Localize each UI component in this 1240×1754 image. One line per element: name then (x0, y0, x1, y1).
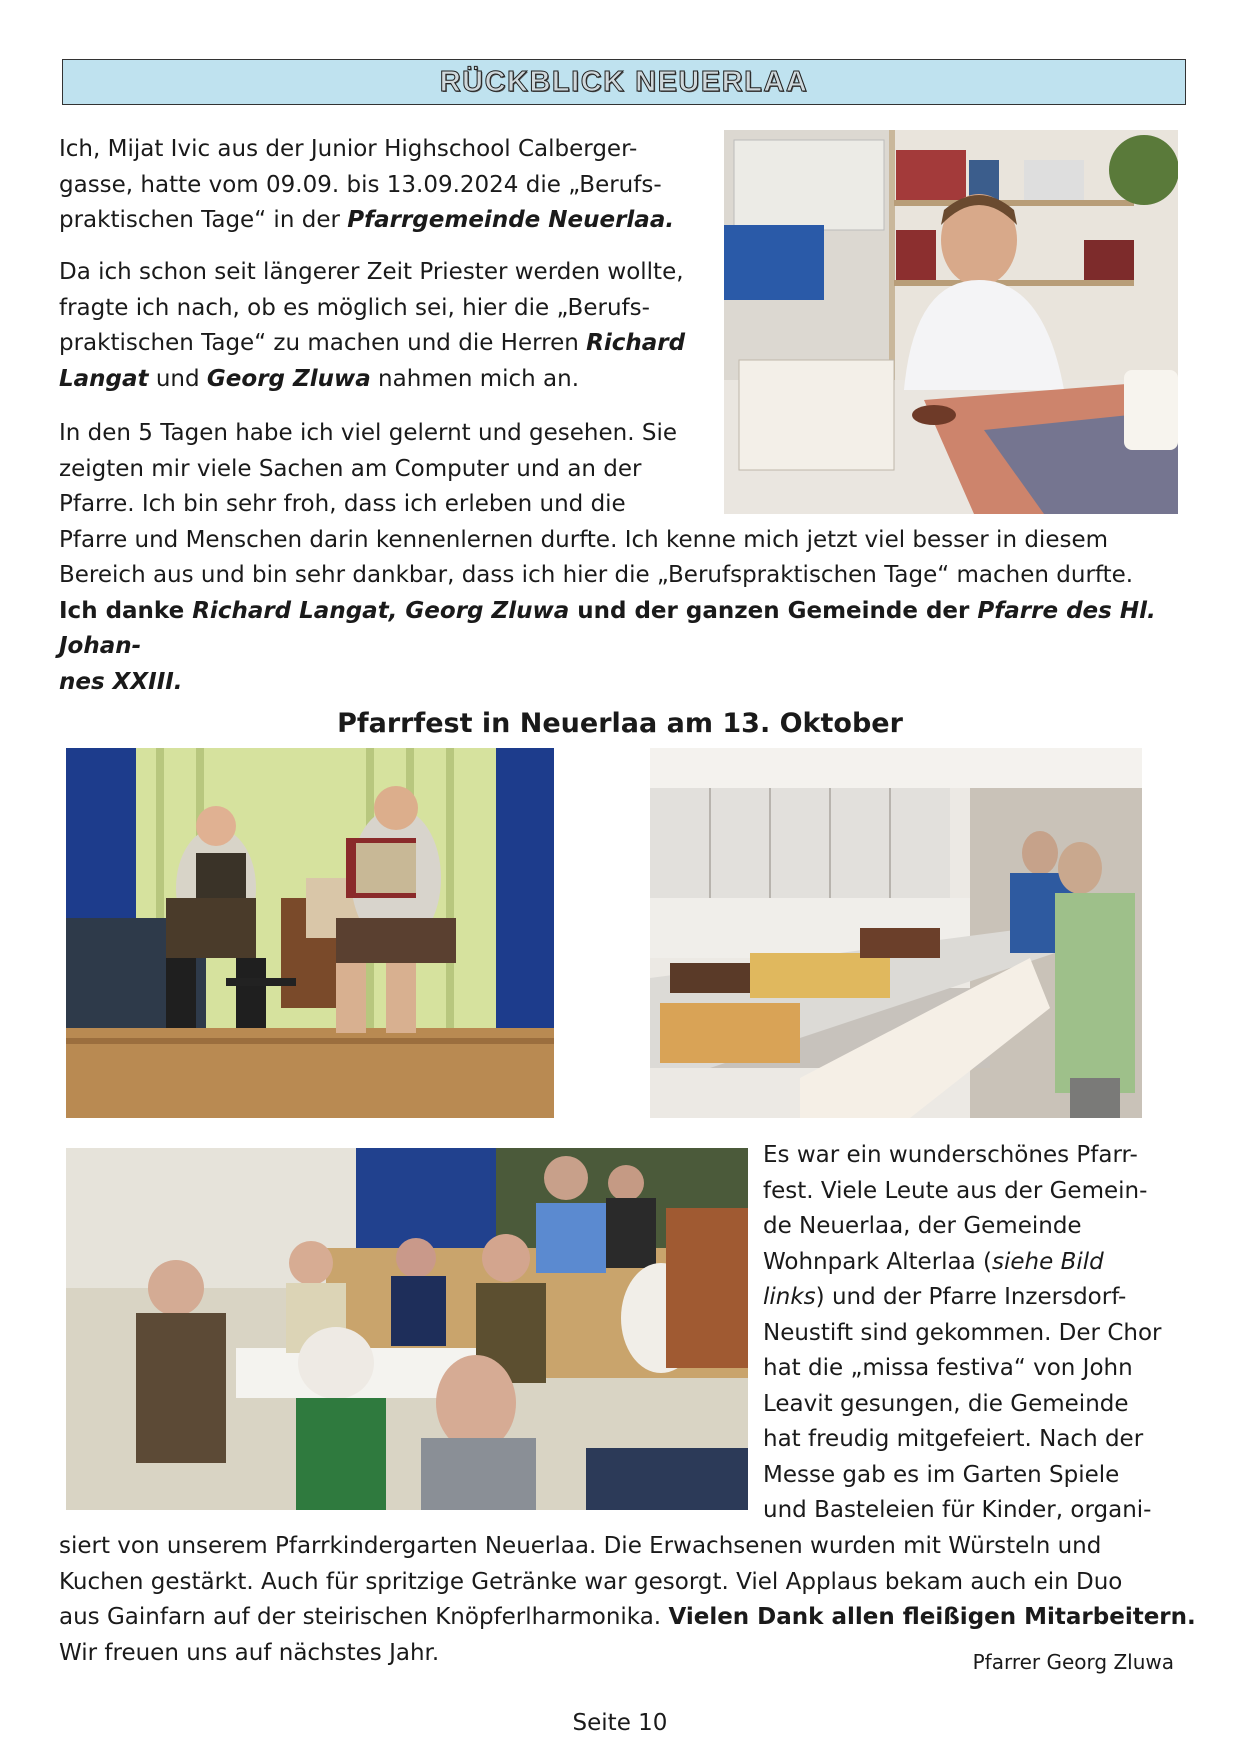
pfarrfest-paragraph-full: siert von unserem Pfarrkindergarten Neuerlaa. Die Erwachsenen wurden mit Würsteln und Kuchen gestärkt. Auch für spritzige Getränke war gesorgt. Viel Applaus bekam auch ein Duo aus Gainfarn auf der steirischen Knöpferlharmonika. Vielen Dank allen fleißigen Mitarbeitern. Wir freuen uns auf nächstes Jahr. (59, 1533, 1196, 1666)
page-number: Seite 10 (572, 1710, 668, 1736)
page-title: RÜCKBLICK NEUERLAA (439, 65, 809, 98)
section-title: Pfarrfest in Neuerlaa am 13. Oktober (337, 708, 903, 739)
student-photo (724, 130, 1178, 514)
intro-paragraph: Ich, Mijat Ivic aus der Junior Highschool Calberger- gasse, hatte vom 09.09. bis 13.09.2024 die „Berufs- praktischen Tage“ in der Pfarrgemeinde Neuerlaa. (59, 136, 675, 233)
thanks-paragraph: In den 5 Tagen habe ich viel gelernt und gesehen. Sie zeigten mir viele Sachen am Computer und an der Pfarre. Ich bin sehr froh, dass ich erleben und die Pfarre und Menschen darin kennenlernen durfte. Ich kenne mich jetzt viel besser in diesem Bereich aus und bin sehr dankbar, dass ich hier die „Berufspraktischen Tage“ machen durfte. Ich danke Richard Langat, Georg Zluwa und der ganzen Gemeinde der Pfarre des Hl. Johan- nes XXIII. (59, 420, 1156, 695)
guests-photo (66, 1148, 748, 1510)
page-header (62, 59, 1186, 105)
accordion-duo-photo (66, 748, 554, 1118)
motivation-paragraph: Da ich schon seit längerer Zeit Priester werden wollte, fragte ich nach, ob es möglich sei, hier die „Berufs- praktischen Tage“ zu machen und die Herren Richard Langat und Georg Zluwa nahmen mich an. (59, 259, 686, 392)
cake-buffet-photo (650, 748, 1142, 1118)
pfarrfest-paragraph-column: Es war ein wunderschönes Pfarr- fest. Viele Leute aus der Gemein- de Neuerlaa, der Gemeinde Wohnpark Alterlaa (siehe Bild links) und der Pfarre Inzersdorf- Neustift sind gekommen. Der Chor hat die „missa festiva“ von John Leavit gesungen, die Gemeinde hat freudig mitgefeiert. Nach der Messe gab es im Garten Spiele und Basteleien für Kinder, organi- (763, 1142, 1162, 1523)
signature: Pfarrer Georg Zluwa (972, 1650, 1174, 1674)
